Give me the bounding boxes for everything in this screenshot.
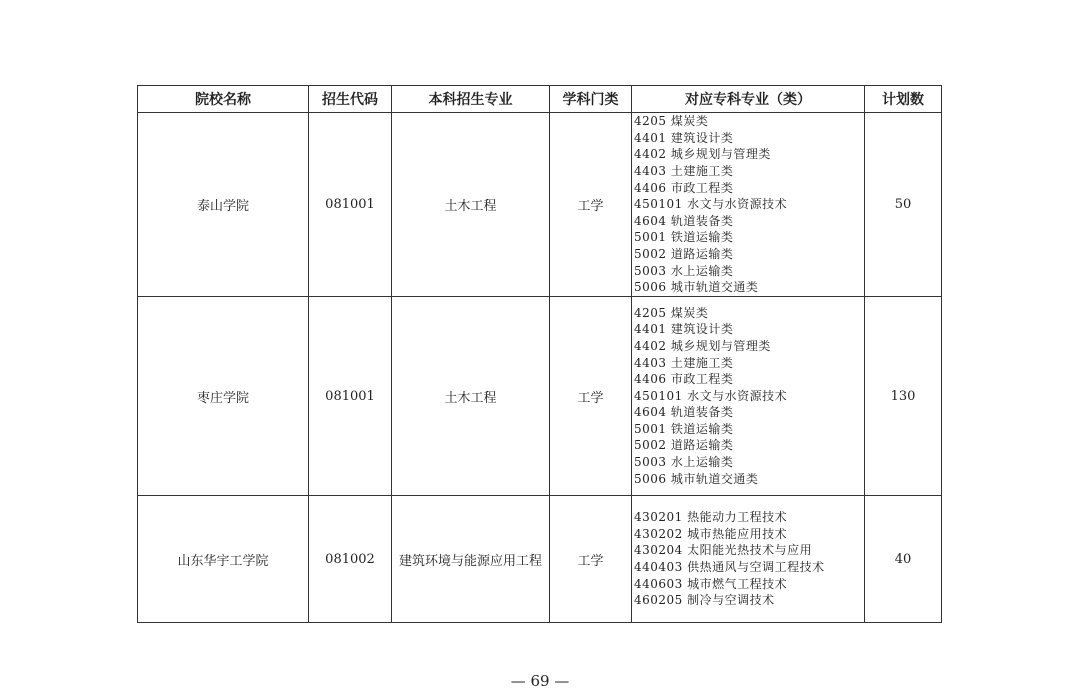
related-major-item: 4406 市政工程类 xyxy=(634,180,734,195)
related-major-item: 5006 城市轨道交通类 xyxy=(634,280,759,295)
cell-school: 山东华宇工学院 xyxy=(138,496,309,623)
page-number: — 69 — xyxy=(510,672,570,690)
table-row xyxy=(138,113,942,297)
related-major-item: 430202 城市热能应用技术 xyxy=(634,526,788,541)
cell-plan: 130 xyxy=(865,297,942,496)
related-major-item: 4205 煤炭类 xyxy=(634,305,709,320)
cell-school: 泰山学院 xyxy=(138,113,309,297)
header-undergrad-major: 本科招生专业 xyxy=(392,86,550,113)
cell-related-majors xyxy=(632,297,865,496)
related-major-item: 5001 铁道运输类 xyxy=(634,230,734,245)
cell-major: 土木工程 xyxy=(392,297,550,496)
cell-plan: 50 xyxy=(865,113,942,297)
header-discipline: 学科门类 xyxy=(550,86,632,113)
related-major-item: 4401 建筑设计类 xyxy=(634,322,734,337)
cell-related-majors xyxy=(632,113,865,297)
related-major-item: 5002 道路运输类 xyxy=(634,438,734,453)
related-major-item: 5002 道路运输类 xyxy=(634,246,734,261)
cell-code: 081002 xyxy=(309,496,392,623)
header-enroll-code: 招生代码 xyxy=(309,86,392,113)
related-major-item: 4604 轨道装备类 xyxy=(634,405,734,420)
related-major-item: 5006 城市轨道交通类 xyxy=(634,471,759,486)
related-major-item: 440403 供热通风与空调工程技术 xyxy=(634,560,825,574)
related-major-item: 4403 土建施工类 xyxy=(634,164,734,179)
table-row xyxy=(138,297,942,496)
cell-code: 081001 xyxy=(309,113,392,297)
header-related-majors: 对应专科专业（类） xyxy=(632,86,865,113)
cell-plan: 40 xyxy=(865,496,942,623)
cell-category: 工学 xyxy=(550,496,632,623)
related-major-item: 460205 制冷与空调技术 xyxy=(634,593,775,608)
table-row xyxy=(138,496,942,623)
related-major-item: 4406 市政工程类 xyxy=(634,372,734,387)
related-major-item: 4205 煤炭类 xyxy=(634,114,709,129)
related-major-item: 4402 城乡规划与管理类 xyxy=(634,338,771,353)
related-major-item: 450101 水文与水资源技术 xyxy=(634,197,788,212)
related-major-item: 5001 铁道运输类 xyxy=(634,421,734,436)
related-major-item: 440603 城市燃气工程技术 xyxy=(634,576,788,591)
cell-major: 土木工程 xyxy=(392,113,550,297)
cell-school: 枣庄学院 xyxy=(138,297,309,496)
related-major-item: 450101 水文与水资源技术 xyxy=(634,388,788,403)
related-major-item: 4604 轨道装备类 xyxy=(634,213,734,228)
related-major-item: 4401 建筑设计类 xyxy=(634,130,734,145)
enrollment-table xyxy=(137,85,942,623)
related-major-item: 5003 水上运输类 xyxy=(634,455,734,470)
related-major-item: 430204 太阳能光热技术与应用 xyxy=(634,543,813,558)
related-major-item: 4403 土建施工类 xyxy=(634,355,734,370)
header-plan-count: 计划数 xyxy=(865,86,942,113)
related-major-item: 5003 水上运输类 xyxy=(634,263,734,278)
cell-code: 081001 xyxy=(309,297,392,496)
cell-category: 工学 xyxy=(550,113,632,297)
related-major-item: 4402 城乡规划与管理类 xyxy=(634,147,771,162)
cell-category: 工学 xyxy=(550,297,632,496)
cell-major: 建筑环境与能源应用工程 xyxy=(392,496,550,623)
cell-related-majors xyxy=(632,496,865,623)
header-school-name: 院校名称 xyxy=(138,86,309,113)
related-major-item: 430201 热能动力工程技术 xyxy=(634,510,788,525)
table-header-row xyxy=(138,86,942,113)
